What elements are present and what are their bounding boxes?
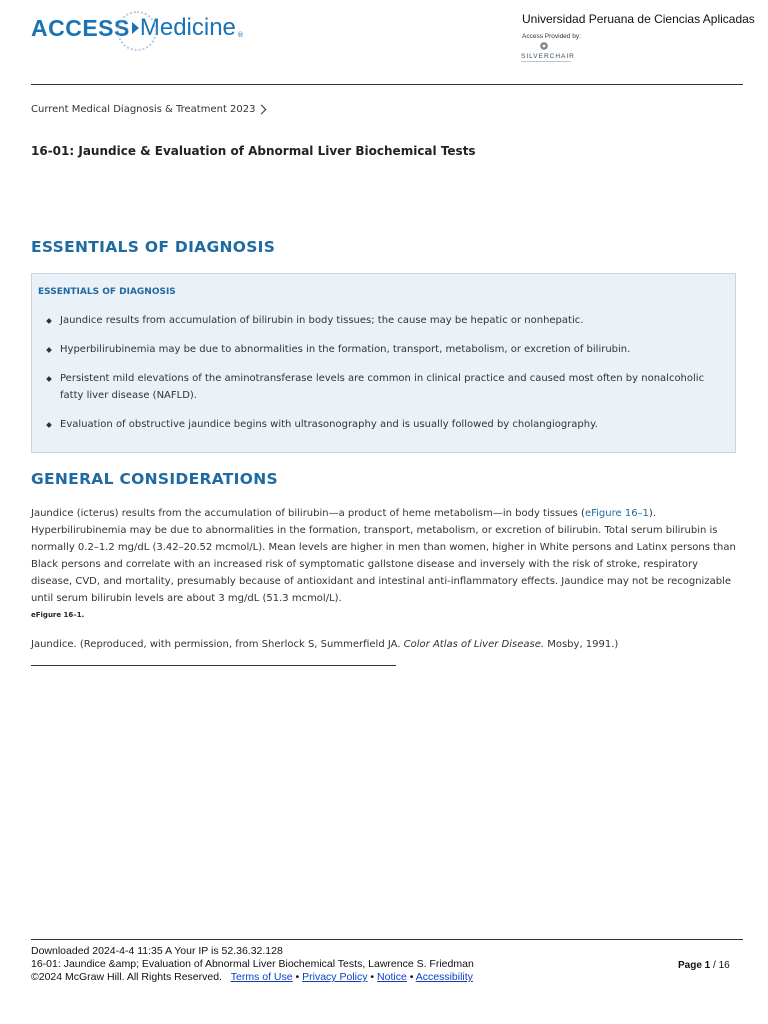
page-indicator (678, 960, 730, 971)
terms-of-use-link[interactable]: Terms of Use (230, 971, 293, 983)
accessmedicine-logo[interactable] (31, 14, 244, 42)
site-header (0, 0, 768, 85)
essentials-box (31, 273, 736, 453)
list-item: Evaluation of obstructive jaundice begins with ultrasonography and is usually followed by cholangiography. (46, 416, 716, 433)
list-item: Jaundice results from accumulation of bilirubin in body tissues; the cause may be hepatic or nonhepatic. (46, 312, 716, 329)
access-provided-label: Access Provided by: (522, 33, 581, 40)
logo-access-text: ACCESS (31, 14, 130, 41)
chevron-right-icon (256, 105, 266, 115)
page-total: / 16 (713, 960, 730, 971)
breadcrumb-book[interactable]: Current Medical Diagnosis & Treatment 2023 (31, 104, 256, 115)
efigure-link[interactable]: eFigure 16–1 (584, 508, 649, 519)
silverchair-underline (521, 61, 571, 62)
logo-medicine-text: Medicine (139, 14, 236, 41)
institution-name: Universidad Peruana de Ciencias Aplicadas (522, 12, 755, 26)
notice-link[interactable]: Notice (377, 971, 407, 983)
download-info: Downloaded 2024-4-4 11:35 A Your IP is 52.36.32.128 (31, 945, 283, 957)
separator: • (370, 971, 375, 983)
paragraph-text-start: Jaundice (icterus) results from the accumulation of bilirubin—a product of heme metabolism—in body tissues ( (31, 508, 585, 519)
privacy-policy-link[interactable]: Privacy Policy (302, 971, 368, 983)
caption-text-end: Mosby, 1991.) (544, 639, 619, 650)
copyright-text: ©2024 McGraw Hill. All Rights Reserved. (31, 971, 222, 983)
chapter-title: 16-01: Jaundice & Evaluation of Abnormal Liver Biochemical Tests (31, 144, 476, 158)
logo-registered-mark: ® (236, 31, 244, 39)
separator: • (409, 971, 414, 983)
header-divider (31, 84, 743, 85)
essentials-heading: ESSENTIALS OF DIAGNOSIS (31, 238, 276, 256)
figure-divider (31, 665, 396, 666)
silverchair-logo-icon (540, 42, 548, 50)
footer-divider (31, 939, 743, 940)
list-item: Persistent mild elevations of the aminotransferase levels are common in clinical practice and caused most often by nonalcoholic fatty liver disease (NAFLD). (46, 370, 716, 404)
citation-line: 16-01: Jaundice &amp; Evaluation of Abnormal Liver Biochemical Tests, Lawrence S. Friedman (31, 958, 474, 970)
page-number: Page 1 (678, 960, 711, 971)
silverchair-logo-text: SILVERCHAIR (521, 53, 575, 60)
breadcrumb[interactable] (31, 104, 265, 115)
logo-burst-icon (117, 11, 157, 51)
paragraph-text-end: ). Hyperbilirubinemia may be due to abnormalities in the formation, transport, metabolism, or excretion of bilirubin. Total serum bilirubin is normally 0.2–1.2 mg/dL (3.42–20.52 mcmol/L). Mean levels are higher in men than women, higher in White persons and Latinx persons than Black persons and correlate with an increased risk of symptomatic gallstone disease and inversely with the risk of stroke, respiratory disease, CVD, and mortality, presumably because of antioxidant and intestinal anti-inflammatory effects. Jaundice may not be recognizable until serum bilirubin levels are about 3 mg/dL (51.3 mcmol/L). (31, 508, 736, 604)
figure-caption (31, 639, 618, 650)
list-item: Hyperbilirubinemia may be due to abnormalities in the formation, transport, metabolism, or excretion of bilirubin. (46, 341, 716, 358)
page-footer (31, 945, 474, 984)
general-considerations-paragraph (31, 505, 737, 607)
separator: • (295, 971, 300, 983)
accessibility-link[interactable]: Accessibility (415, 971, 473, 983)
essentials-list (46, 312, 716, 445)
figure-label: eFigure 16–1. (31, 611, 85, 619)
general-considerations-heading: GENERAL CONSIDERATIONS (31, 470, 278, 488)
caption-book-title: Color Atlas of Liver Disease. (403, 639, 545, 650)
copyright-line (31, 971, 474, 984)
essentials-box-title: ESSENTIALS OF DIAGNOSIS (38, 287, 176, 297)
caption-text-start: Jaundice. (Reproduced, with permission, from Sherlock S, Summerfield JA. (31, 639, 404, 650)
